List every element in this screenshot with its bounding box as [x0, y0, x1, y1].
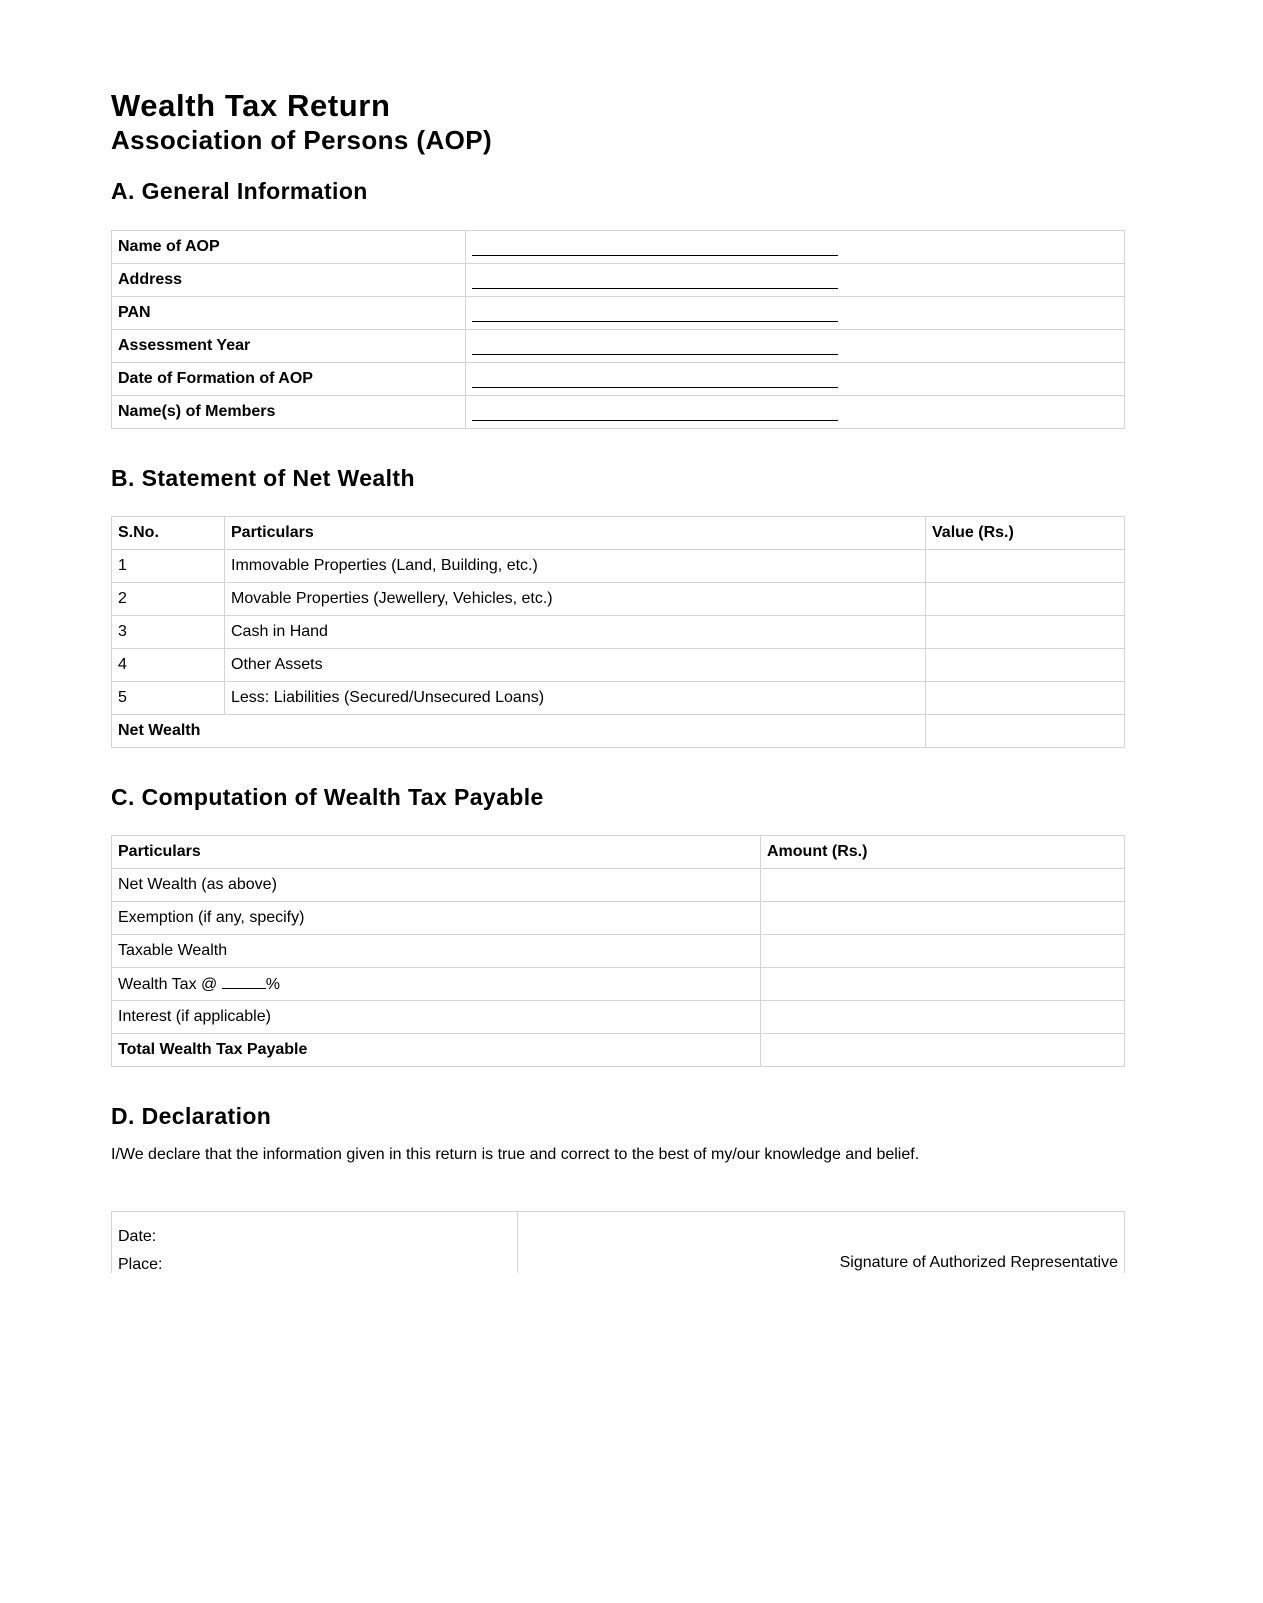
amount-input-cell[interactable]	[761, 968, 1125, 1001]
field-label: Address	[112, 264, 466, 297]
table-row	[112, 583, 1125, 616]
net-wealth-table	[111, 516, 1125, 748]
rate-suffix: %	[265, 976, 280, 993]
table-row	[112, 649, 1125, 682]
particulars-cell: Less: Liabilities (Secured/Unsecured Loans)	[225, 682, 926, 715]
table-row	[112, 968, 1125, 1001]
table-row	[112, 363, 1125, 396]
amount-input-cell[interactable]	[761, 935, 1125, 968]
particulars-cell: Net Wealth (as above)	[112, 869, 761, 902]
field-label: Name of AOP	[112, 231, 466, 264]
net-wealth-value-cell[interactable]	[926, 715, 1125, 748]
table-row	[112, 396, 1125, 429]
rate-prefix: Wealth Tax @	[118, 976, 222, 993]
field-label: Name(s) of Members	[112, 396, 466, 429]
table-row	[112, 869, 1125, 902]
particulars-cell: Interest (if applicable)	[112, 1001, 761, 1034]
value-input-cell[interactable]	[926, 682, 1125, 715]
table-header-row	[112, 836, 1125, 869]
column-header-amount: Amount (Rs.)	[761, 836, 1125, 869]
date-label[interactable]: Date:	[118, 1228, 157, 1245]
table-row	[112, 902, 1125, 935]
table-row	[112, 1001, 1125, 1034]
particulars-cell: Movable Properties (Jewellery, Vehicles, etc.)	[225, 583, 926, 616]
amount-input-cell[interactable]	[761, 902, 1125, 935]
value-input-cell[interactable]	[926, 649, 1125, 682]
table-row	[112, 264, 1125, 297]
column-header-sno: S.No.	[112, 517, 225, 550]
table-row	[112, 935, 1125, 968]
particulars-cell: Taxable Wealth	[112, 935, 761, 968]
sno-cell: 5	[112, 682, 225, 715]
particulars-cell: Other Assets	[225, 649, 926, 682]
total-tax-label: Total Wealth Tax Payable	[112, 1034, 761, 1067]
sno-cell: 2	[112, 583, 225, 616]
wealth-tax-form	[111, 88, 1124, 1273]
total-row	[112, 1034, 1125, 1067]
field-label: Assessment Year	[112, 330, 466, 363]
column-header-particulars: Particulars	[225, 517, 926, 550]
total-row	[112, 715, 1125, 748]
formation-date-field[interactable]	[466, 363, 1125, 396]
net-wealth-label: Net Wealth	[112, 715, 926, 748]
pan-field[interactable]	[466, 297, 1125, 330]
table-row	[112, 297, 1125, 330]
tax-computation-table	[111, 835, 1125, 1067]
address-field[interactable]	[466, 264, 1125, 297]
sno-cell: 4	[112, 649, 225, 682]
field-label: PAN	[112, 297, 466, 330]
particulars-cell: Immovable Properties (Land, Building, etc.)	[225, 550, 926, 583]
aop-name-field[interactable]	[466, 231, 1125, 264]
column-header-particulars: Particulars	[112, 836, 761, 869]
general-info-table	[111, 230, 1125, 429]
section-b-heading: B. Statement of Net Wealth	[111, 465, 415, 491]
section-c-heading: C. Computation of Wealth Tax Payable	[111, 784, 544, 810]
table-row	[112, 682, 1125, 715]
particulars-cell: Exemption (if any, specify)	[112, 902, 761, 935]
wealth-tax-rate-cell	[112, 968, 761, 1001]
sno-cell: 1	[112, 550, 225, 583]
table-header-row	[112, 517, 1125, 550]
table-row	[112, 616, 1125, 649]
assessment-year-field[interactable]	[466, 330, 1125, 363]
place-label[interactable]: Place:	[118, 1256, 163, 1273]
amount-input-cell[interactable]	[761, 869, 1125, 902]
form-title: Wealth Tax Return	[111, 88, 391, 123]
value-input-cell[interactable]	[926, 616, 1125, 649]
section-d-heading: D. Declaration	[111, 1103, 272, 1129]
amount-input-cell[interactable]	[761, 1001, 1125, 1034]
value-input-cell[interactable]	[926, 583, 1125, 616]
members-field[interactable]	[466, 396, 1125, 429]
sno-cell: 3	[112, 616, 225, 649]
section-a-heading: A. General Information	[111, 178, 368, 204]
form-subtitle: Association of Persons (AOP)	[111, 125, 493, 155]
signature-label: Signature of Authorized Representative	[839, 1254, 1118, 1271]
value-input-cell[interactable]	[926, 550, 1125, 583]
total-tax-value-cell[interactable]	[761, 1034, 1125, 1067]
signature-box	[111, 1211, 1125, 1273]
field-label: Date of Formation of AOP	[112, 363, 466, 396]
date-place-cell	[112, 1212, 518, 1273]
table-row	[112, 330, 1125, 363]
particulars-cell: Cash in Hand	[225, 616, 926, 649]
table-row	[112, 550, 1125, 583]
table-row	[112, 231, 1125, 264]
tax-rate-blank[interactable]	[222, 974, 266, 989]
column-header-value: Value (Rs.)	[926, 517, 1125, 550]
declaration-text: I/We declare that the information given in this return is true and correct to the best of my/our knowledge and belief.	[111, 1146, 920, 1163]
